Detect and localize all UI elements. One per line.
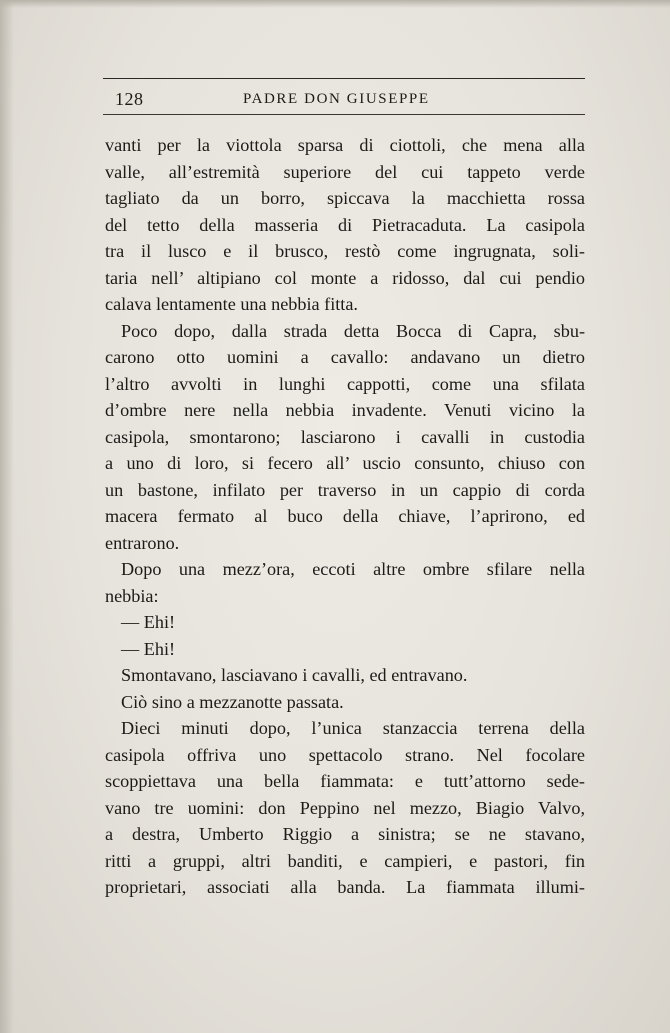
text-line: Poco dopo, dalla strada detta Bocca di Capra, sbu- [121, 320, 585, 341]
text-line: casipola, smontarono; lasciarono i cavalli in custodia [105, 426, 585, 447]
header-rule-bottom [103, 114, 585, 115]
text-line: casipola offriva uno spettacolo strano. Nel focolare [105, 744, 585, 765]
text-line: del tetto della masseria di Pietracaduta. La casipola [105, 214, 585, 235]
page-edge-shadow-top [0, 0, 670, 8]
text-line: — Ehi! [121, 612, 176, 632]
text-line: valle, all’estremità superiore del cui tappeto verde [105, 161, 585, 182]
text-line: Smontavano, lasciavano i cavalli, ed entravano. [121, 665, 468, 685]
page-number: 128 [115, 89, 144, 109]
page-header [103, 78, 585, 118]
text-line: nebbia: [105, 585, 159, 606]
text-line: a destra, Umberto Riggio a sinistra; se ne stavano, [105, 824, 585, 844]
text-line: — Ehi! [121, 638, 176, 659]
text-line: tagliato da un borro, spiccava la macchietta rossa [105, 188, 585, 208]
text-line: calava lentamente una nebbia fitta. [105, 294, 358, 314]
text-line: a uno di loro, si fecero all’ uscio consunto, chiuso con [105, 453, 585, 473]
text-line: ritti a gruppi, altri banditi, e campieri, e pastori, fin [105, 850, 585, 871]
text-line: Dieci minuti dopo, l’unica stanzaccia terrena della [121, 718, 585, 738]
text-line: un bastone, infilato per traverso in un cappio di corda [105, 479, 585, 500]
header-rule-top [103, 78, 585, 79]
text-line: scoppiettava una bella fiammata: e tutt’attorno sede- [105, 771, 585, 791]
body-text [105, 132, 585, 901]
text-line: tra il lusco e il brusco, restò come ingrugnata, soli- [105, 241, 585, 261]
text-line: Ciò sino a mezzanotte passata. [121, 691, 344, 712]
text-line: vanti per la viottola sparsa di ciottoli, che mena alla [105, 135, 585, 155]
text-line: macera fermato al buco della chiave, l’aprirono, ed [105, 506, 585, 526]
running-title: PADRE DON GIUSEPPE [243, 91, 430, 107]
text-line: vano tre uomini: don Peppino nel mezzo, Biagio Valvo, [105, 797, 585, 818]
page-edge-shadow-left [0, 0, 14, 1033]
text-line: Dopo una mezz’ora, eccoti altre ombre sfilare nella [121, 559, 585, 579]
text-line: carono otto uomini a cavallo: andavano un dietro [105, 347, 585, 367]
text-line: taria nell’ altipiano col monte a ridosso, dal cui pendio [105, 267, 585, 288]
text-line: entrarono. [105, 532, 180, 553]
text-line: proprietari, associati alla banda. La fiammata illumi- [105, 877, 585, 897]
text-line: d’ombre nere nella nebbia invadente. Venuti vicino la [105, 400, 585, 420]
text-line: l’altro avvolti in lunghi cappotti, come una sfilata [105, 373, 585, 394]
